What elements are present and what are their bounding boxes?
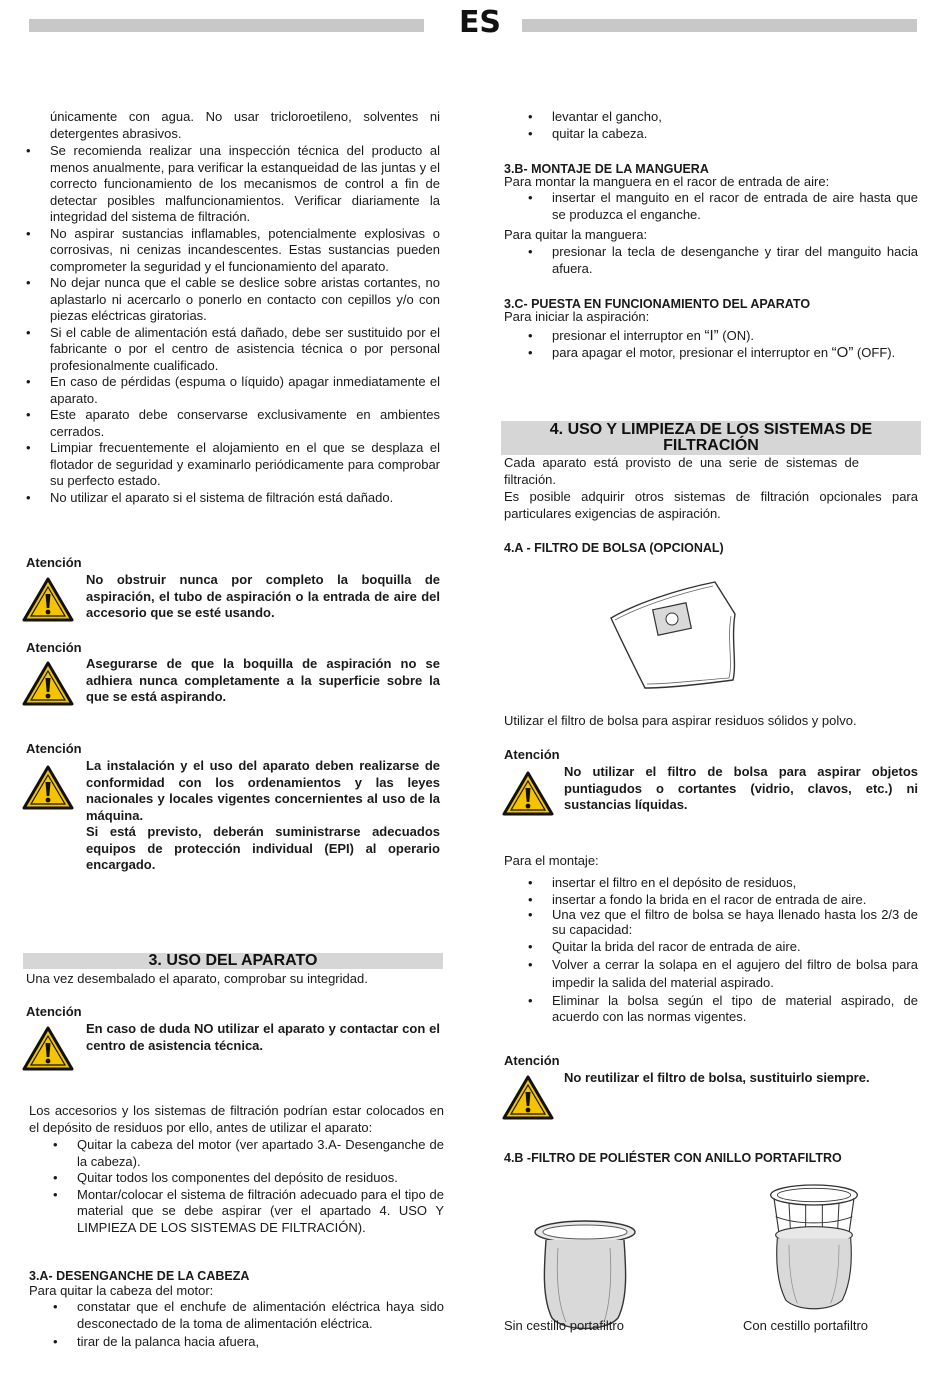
accessories-bullet-list bbox=[53, 1137, 444, 1236]
switch-on-symbol: “I” bbox=[704, 327, 719, 344]
attention-text: No obstruir nunca por completo la boquilla de aspiración, el tubo de aspiración o la entrada de aire del accesorio que se esté usando. bbox=[86, 572, 440, 620]
attention-text: Si está previsto, deberán suministrarse adecuados equipos de protección individual (EPI) al operario encargado. bbox=[86, 824, 440, 872]
list-item: • Quitar la brida del racor de entrada de aire. bbox=[504, 939, 918, 956]
subsection-3b-remove-bullets bbox=[504, 244, 918, 277]
list-item: • No aspirar sustancias inflamables, potencialmente explosivas o corrosivas, ni cenizas incandescentes. Estas sustancias pueden comprometer la seguridad y el funcionamiento del aparato. bbox=[26, 226, 440, 276]
list-item: • Si el cable de alimentación está dañado, debe ser sustituido por el fabricante o por el centro de asistencia técnica o por personal profesionalmente cualificado. bbox=[26, 325, 440, 375]
attention-title: Atención bbox=[26, 640, 82, 655]
warning-icon bbox=[502, 770, 554, 816]
list-item: • Quitar todos los componentes del depósito de residuos. bbox=[53, 1170, 444, 1187]
bag-filter-use: Utilizar el filtro de bolsa para aspirar residuos sólidos y polvo. bbox=[504, 713, 857, 728]
list-item: • Se recomienda realizar una inspección técnica del producto al menos anualmente, para verificar la estanqueidad de las juntas y el correcto funcionamiento de los mecanismos de control a fin de detectar posibles malfuncionamientos. Verificar diariamente la integridad del sistema de filtración. bbox=[26, 143, 440, 226]
warning-icon bbox=[22, 764, 74, 810]
subsection-3b-bullets bbox=[504, 190, 918, 223]
section-title-4-line1: 4. USO Y LIMPIEZA DE LOS SISTEMAS DE bbox=[549, 421, 873, 438]
attention-text: No reutilizar el filtro de bolsa, sustituirlo siempre. bbox=[564, 1070, 870, 1085]
attention-title: Atención bbox=[504, 1053, 560, 1068]
list-item: • Una vez que el filtro de bolsa se haya llenado hasta los 2/3 de su capacidad: bbox=[504, 908, 918, 937]
safety-bullet-list bbox=[26, 143, 440, 506]
list-item: • levantar el gancho, bbox=[504, 109, 918, 126]
list-item: • insertar el manguito en el racor de entrada de aire hasta que se produzca el enganche. bbox=[504, 190, 918, 223]
polyester-filter-basket-illustration bbox=[764, 1180, 864, 1320]
attention-text-block bbox=[86, 758, 440, 874]
list-item: • presionar la tecla de desenganche y tirar del manguito hacia afuera. bbox=[504, 244, 918, 277]
continued-bullet-list bbox=[504, 109, 918, 142]
section-title-3: 3. USO DEL APARATO bbox=[23, 953, 443, 969]
list-item: • No dejar nunca que el cable se deslice sobre aristas cortantes, no aplastarlo ni acercarlo o ponerlo en contacto con cepillos y/o con piezas eléctricas giratorias. bbox=[26, 275, 440, 325]
list-item: • Limpiar frecuentemente el alojamiento en el que se desplaza el flotador de seguridad y examinarlo periódicamente para comprobar su perfecto estado. bbox=[26, 440, 440, 490]
attention-title: Atención bbox=[26, 555, 82, 570]
section-4-paragraph: Cada aparato está provisto de una serie de sistemas de filtración. bbox=[504, 455, 859, 487]
subsection-3a-bullets bbox=[53, 1299, 444, 1351]
warning-icon bbox=[22, 576, 74, 622]
list-item: • insertar el filtro en el depósito de residuos, bbox=[504, 875, 918, 892]
accessories-intro: Los accesorios y los sistemas de filtración podrían estar colocados en el depósito de residuos por ello, antes de utilizar el aparato: bbox=[29, 1103, 444, 1135]
subsection-3c-title: 3.C- PUESTA EN FUNCIONAMIENTO DEL APARATO bbox=[504, 297, 811, 311]
list-item bbox=[504, 328, 918, 345]
attention-text: Asegurarse de que la boquilla de aspiración no se adhiera nunca completamente a la superficie sobre la que se está aspirando. bbox=[86, 656, 440, 704]
list-item: • tirar de la palanca hacia afuera, bbox=[53, 1334, 444, 1351]
language-code: ES bbox=[458, 5, 502, 40]
subsection-4a-title: 4.A - FILTRO DE BOLSA (OPCIONAL) bbox=[504, 541, 724, 555]
list-item-text: para apagar el motor, presionar el interruptor en bbox=[552, 344, 832, 360]
subsection-3a-title: 3.A- DESENGANCHE DE LA CABEZA bbox=[29, 1269, 250, 1283]
subsection-3a-intro: Para quitar la cabeza del motor: bbox=[29, 1283, 214, 1298]
list-item: • En caso de pérdidas (espuma o líquido) apagar inmediatamente el aparato. bbox=[26, 374, 440, 407]
subsection-3b-remove-intro: Para quitar la manguera: bbox=[504, 227, 648, 242]
list-item: • quitar la cabeza. bbox=[504, 126, 918, 143]
list-item: • constatar que el enchufe de alimentación eléctrica haya sido desconectado de la toma de alimentación eléctrica. bbox=[53, 1299, 444, 1332]
list-item: • Quitar la cabeza del motor (ver apartado 3.A- Desenganche de la cabeza). bbox=[53, 1137, 444, 1170]
section-3-intro: Una vez desembalado el aparato, comprobar su integridad. bbox=[26, 971, 368, 986]
warning-icon bbox=[22, 660, 74, 706]
attention-text: La instalación y el uso del aparato deben realizarse de conformidad con los ordenamientos y las leyes nacionales y locales vigentes concernientes al uso de la máquina. bbox=[86, 758, 440, 823]
list-item: • Volver a cerrar la solapa en el agujero del filtro de bolsa para impedir la salida del material aspirado. bbox=[504, 956, 918, 993]
warning-icon bbox=[502, 1074, 554, 1120]
bag-filter-illustration bbox=[605, 580, 745, 690]
list-item: • Este aparato debe conservarse exclusivamente en ambientes cerrados. bbox=[26, 407, 440, 440]
caption-without-basket: Sin cestillo portafiltro bbox=[504, 1318, 624, 1333]
header-bar-right bbox=[522, 19, 917, 32]
list-item bbox=[504, 345, 918, 362]
list-item: • No utilizar el aparato si el sistema de filtración está dañado. bbox=[26, 490, 440, 507]
list-item: • insertar a fondo la brida en el racor de entrada de aire. bbox=[504, 892, 918, 909]
header-bar-left bbox=[29, 19, 424, 32]
attention-title: Atención bbox=[26, 741, 82, 756]
list-item-text: (ON). bbox=[718, 328, 755, 343]
intro-continuation: únicamente con agua. No usar tricloroetileno, solventes ni detergentes abrasivos. bbox=[50, 109, 440, 141]
section-4-paragraph: Es posible adquirir otros sistemas de filtración opcionales para particulares exigencias de aspiración. bbox=[504, 489, 918, 521]
list-item: • Montar/colocar el sistema de filtración adecuado para el tipo de material que se debe aspirar (ver el apartado 4. USO Y LIMPIEZA DE LOS SISTEMAS DE FILTRACIÓN). bbox=[53, 1187, 444, 1237]
attention-text: En caso de duda NO utilizar el aparato y contactar con el centro de asistencia técnica. bbox=[86, 1021, 440, 1053]
warning-icon bbox=[22, 1025, 74, 1071]
subsection-4b-title: 4.B -FILTRO DE POLIÉSTER CON ANILLO PORTAFILTRO bbox=[504, 1151, 842, 1165]
subsection-3c-bullets bbox=[504, 328, 918, 361]
mount-intro: Para el montaje: bbox=[504, 853, 599, 868]
subsection-3c-intro: Para iniciar la aspiración: bbox=[504, 309, 650, 324]
list-item: • Eliminar la bolsa según el tipo de material aspirado, de acuerdo con las normas vigentes. bbox=[504, 993, 918, 1026]
subsection-3b-intro: Para montar la manguera en el racor de entrada de aire: bbox=[504, 174, 830, 189]
switch-off-symbol: “O” bbox=[831, 343, 854, 361]
list-item-text: (OFF). bbox=[853, 344, 896, 360]
attention-title: Atención bbox=[504, 747, 560, 762]
list-item-text: presionar el interruptor en bbox=[552, 328, 705, 343]
mount-bullet-list bbox=[504, 875, 918, 1026]
subsection-3b-title: 3.B- MONTAJE DE LA MANGUERA bbox=[504, 162, 709, 176]
caption-with-basket: Con cestillo portafiltro bbox=[743, 1318, 868, 1333]
attention-text: No utilizar el filtro de bolsa para aspirar objetos puntiagudos o cortantes (vidrio, clavos, etc.) ni sustancias líquidas. bbox=[564, 764, 918, 812]
section-title-4-line2: FILTRACIÓN bbox=[663, 437, 759, 454]
section-title-4 bbox=[501, 421, 921, 455]
attention-title: Atención bbox=[26, 1004, 82, 1019]
